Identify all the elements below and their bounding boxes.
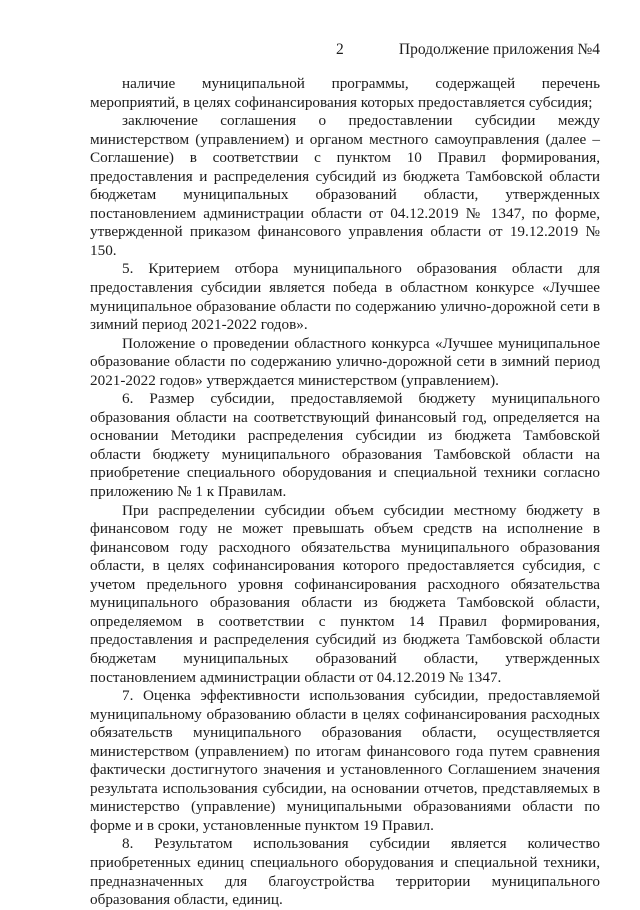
appendix-continuation-label: Продолжение приложения №4	[398, 41, 600, 58]
paragraph-subsidy-amount: 6. Размер субсидии, предоставляемой бюджету муниципального образования области на соответствующий финансовый год, определяется на основании Методики распределения субсидии из бюджета Тамбовской области бюджету муниципального образования Тамбовской области на приобретение специального оборудования и специальной техники согласно приложению № 1 к Правилам.	[90, 390, 600, 501]
paragraph-subsidy-distribution: При распределении субсидии объем субсидии местному бюджету в финансовом году не может превышать объем средств на исполнение в финансовом году расходного обязательства муниципального образования области, в целях софинансирования которого предоставляется субсидия, с учетом предельного уровня софинансирования расходного обязательства муниципального образования области из бюджета Тамбовской области, определяемом в соответствии с пунктом 14 Правил формирования, предоставления и распределения субсидий из бюджета Тамбовской области бюджетам муниципальных образований области, утвержденных постановлением администрации области от 04.12.2019 № 1347.	[90, 501, 600, 686]
page-number: 2	[336, 41, 344, 58]
paragraph-subsidy-result: 8. Результатом использования субсидии является количество приобретенных единиц специального оборудования и специальной техники, предназначенных для благоустройства территории муниципального образования области, единиц.	[90, 835, 600, 909]
paragraph-contest-regulation: Положение о проведении областного конкурса «Лучшее муниципальное образование области по содержанию улично-дорожной сети в зимний период 2021-2022 годов» утверждается министерством (управлением).	[90, 334, 600, 389]
page-header	[90, 41, 600, 63]
paragraph-municipal-program: наличие муниципальной программы, содержащей перечень мероприятий, в целях софинансирования которых предоставляется субсидия;	[90, 75, 600, 111]
paragraph-agreement: заключение соглашения о предоставлении субсидии между министерством (управлением) и органом местного самоуправления (далее – Соглашение) в соответствии с пунктом 10 Правил формирования, предоставления и распределения субсидий из бюджета Тамбовской области бюджетам муниципальных образований области, утвержденных постановлением администрации области от 04.12.2019 № 1347, по форме, утвержденной приказом финансового управления области от 19.12.2019 № 150.	[90, 112, 600, 259]
paragraph-efficiency-evaluation: 7. Оценка эффективности использования субсидии, предоставляемой муниципальному образованию области в целях софинансирования расходных обязательств муниципального образования области, осуществляется министерством (управлением) по итогам финансового года путем сравнения фактически достигнутого значения и установленного Соглашением значения результата использования субсидии, на основании отчетов, представляемых в министерство (управление) муниципальными образованиями области по форме и в сроки, установленные пунктом 19 Правил.	[90, 687, 600, 834]
paragraph-selection-criterion: 5. Критерием отбора муниципального образования области для предоставления субсидии является победа в областном конкурсе «Лучшее муниципальное образование области по содержанию улично-дорожной сети в зимний период 2021-2022 годов».	[90, 260, 600, 334]
document-body	[90, 75, 600, 910]
